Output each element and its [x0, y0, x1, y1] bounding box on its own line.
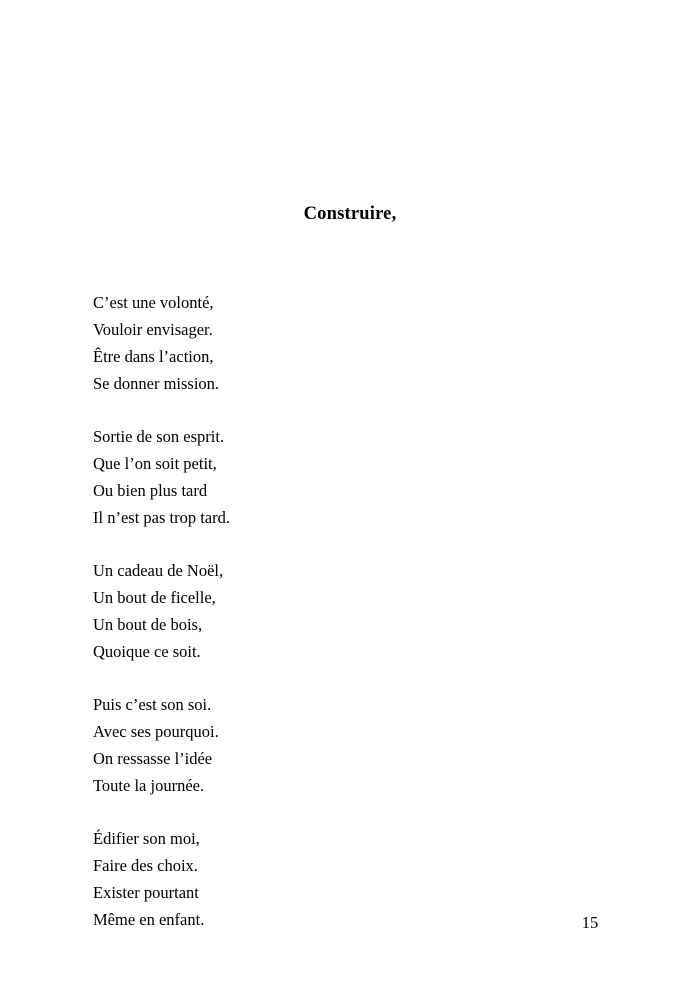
- verse-line: Toute la journée.: [93, 776, 205, 795]
- verse-line: Que l’on soit petit,: [93, 454, 217, 473]
- verse-line: Se donner mission.: [93, 374, 220, 393]
- verse-line: Avec ses pourquoi.: [93, 722, 219, 741]
- verse-line: Même en enfant.: [93, 910, 205, 929]
- verse-line: Vouloir envisager.: [93, 320, 213, 339]
- verse-line: Faire des choix.: [93, 856, 198, 875]
- page-number: 15: [581, 913, 599, 932]
- verse-line: Un bout de ficelle,: [93, 588, 216, 607]
- verse-line: Il n’est pas trop tard.: [93, 508, 231, 527]
- verse-line: On ressasse l’idée: [93, 749, 213, 768]
- verse-line: Exister pourtant: [93, 883, 199, 902]
- stanza: [93, 691, 513, 799]
- poem-body: [93, 289, 513, 933]
- verse-line: Un bout de bois,: [93, 615, 203, 634]
- stanza: [93, 557, 513, 665]
- page-title: Construire,: [303, 204, 397, 225]
- verse-line: Un cadeau de Noël,: [93, 561, 224, 580]
- verse-line: C’est une volonté,: [93, 293, 214, 312]
- verse-line: Être dans l’action,: [93, 347, 214, 366]
- verse-line: Sortie de son esprit.: [93, 427, 225, 446]
- verse-line: Quoique ce soit.: [93, 642, 201, 661]
- stanza: [93, 289, 513, 397]
- verse-line: Édifier son moi,: [93, 829, 200, 848]
- stanza: [93, 423, 513, 531]
- verse-line: Puis c’est son soi.: [93, 695, 212, 714]
- verse-line: Ou bien plus tard: [93, 481, 208, 500]
